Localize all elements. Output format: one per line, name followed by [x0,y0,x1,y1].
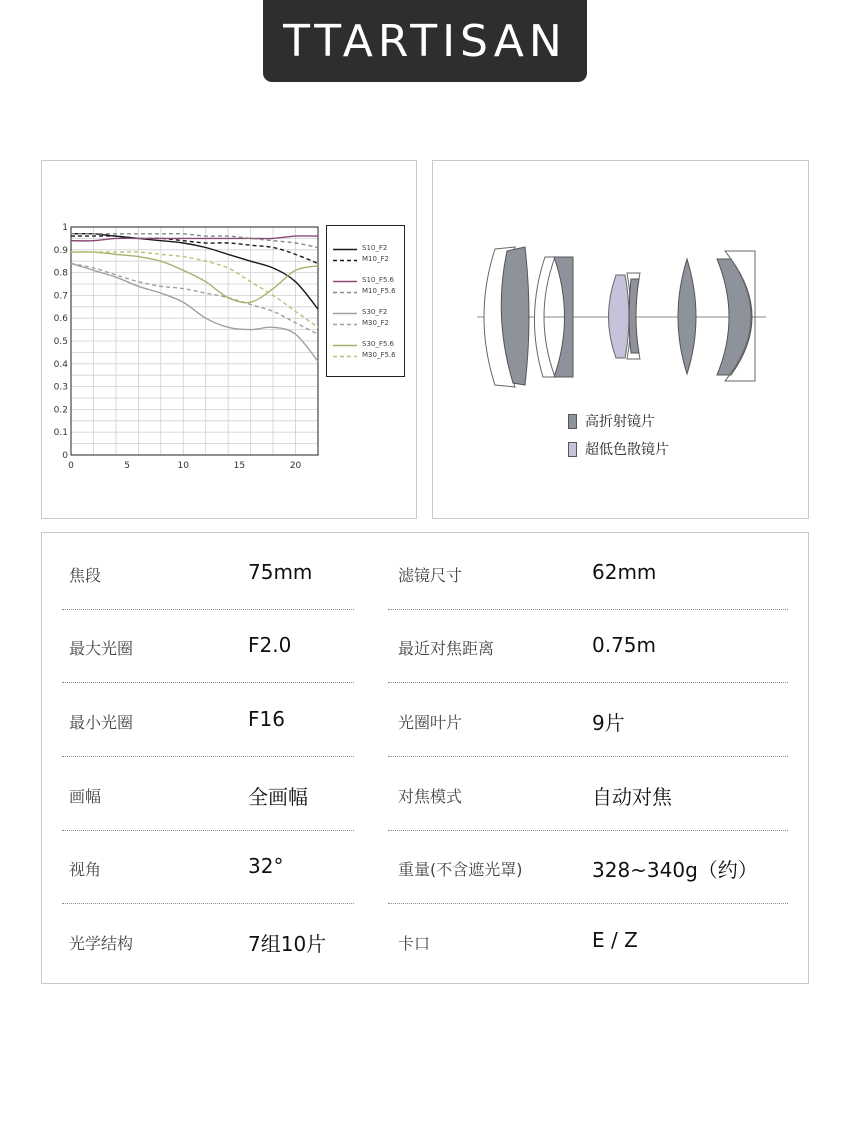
spec-label: 画幅 [69,787,102,806]
spec-row [42,827,810,900]
lens-construction-panel [432,160,809,519]
spec-row [42,533,810,606]
legend-high-refraction [568,411,655,431]
legend-item [333,276,403,286]
y-tick-label: 0.3 [53,382,68,393]
legend-swatch [333,280,357,283]
mtf-chart-panel [41,160,417,519]
legend-item [333,308,403,318]
legend-item [333,255,403,265]
legend-label: S30_F2 [362,308,388,316]
legend-label: M30_F5.6 [362,351,396,359]
brand-logo: TTARTISAN [263,0,587,82]
y-tick-label: 0.9 [53,245,68,256]
series-line-s10-f2 [71,234,318,309]
spec-label: 卡口 [398,934,431,953]
legend-label: 超低色散镜片 [585,442,669,458]
legend-swatch [333,291,357,294]
spec-value: 全画幅 [248,785,308,809]
y-tick-label: 1 [62,223,68,233]
spec-value: 328~340g（约） [592,858,758,882]
x-tick-label: 0 [68,461,74,471]
legend-swatch [333,248,357,251]
x-tick-label: 10 [177,461,189,471]
series-line-m30-f5-6 [71,252,318,327]
legend-item [333,351,403,361]
legend-label: M10_F5.6 [362,287,396,295]
legend-label: S10_F2 [362,244,388,252]
chart-legend [326,225,405,377]
legend-swatch [333,355,357,358]
y-tick-label: 0.4 [53,359,68,370]
spec-value: 32° [248,854,284,878]
legend-swatch [333,344,357,347]
spec-value: 7组10片 [248,932,327,956]
spec-row [42,680,810,753]
spec-label: 重量(不含遮光罩) [398,860,523,879]
spec-value: 62mm [592,560,657,584]
x-tick-label: 20 [289,461,302,471]
legend-swatch [333,323,357,326]
spec-row [42,754,810,827]
spec-row [42,901,810,974]
spec-value: 75mm [248,560,313,584]
series-line-s30-f2 [71,264,318,362]
lens-diagram [433,161,810,401]
legend-swatch [333,312,357,315]
x-tick-label: 15 [233,461,246,471]
y-tick-label: 0.2 [53,405,68,416]
spec-value: 9片 [592,711,625,735]
lens-element-5 [609,275,630,358]
spec-value: E / Z [592,928,638,952]
ed-glass-swatch [568,442,577,457]
legend-label: S30_F5.6 [362,340,395,348]
spec-value: 0.75m [592,633,657,657]
legend-label: M30_F2 [362,319,389,327]
lens-element-8 [678,259,696,374]
spec-label: 视角 [69,860,102,879]
spec-label: 最近对焦距离 [398,639,495,658]
spec-label: 光学结构 [69,934,134,953]
legend-label: 高折射镜片 [585,414,655,430]
y-tick-label: 0.8 [53,268,68,279]
legend-item [333,287,403,297]
spec-row [42,606,810,679]
legend-ed-glass [568,439,669,459]
legend-item [333,319,403,329]
legend-item [333,340,403,350]
legend-item [333,244,403,254]
x-tick-label: 5 [124,461,131,471]
y-tick-label: 0.1 [53,428,68,439]
spec-label: 光圈叶片 [398,713,463,732]
spec-value: F16 [248,707,285,731]
spec-table [41,532,809,984]
y-tick-label: 0.5 [53,337,68,347]
legend-label: S10_F5.6 [362,276,395,284]
spec-label: 焦段 [69,566,102,585]
spec-value: 自动对焦 [592,785,672,809]
spec-label: 最小光圈 [69,713,134,732]
lens-element-7 [629,279,639,353]
legend-swatch [333,259,357,262]
spec-label: 最大光圈 [69,639,134,658]
y-tick-label: 0.7 [53,291,68,302]
spec-label: 滤镜尺寸 [398,566,463,585]
legend-label: M10_F2 [362,255,389,263]
spec-value: F2.0 [248,633,292,657]
y-tick-label: 0.6 [53,314,68,325]
spec-label: 对焦模式 [398,787,463,806]
y-tick-label: 0 [62,451,68,461]
high-refraction-swatch [568,414,577,429]
